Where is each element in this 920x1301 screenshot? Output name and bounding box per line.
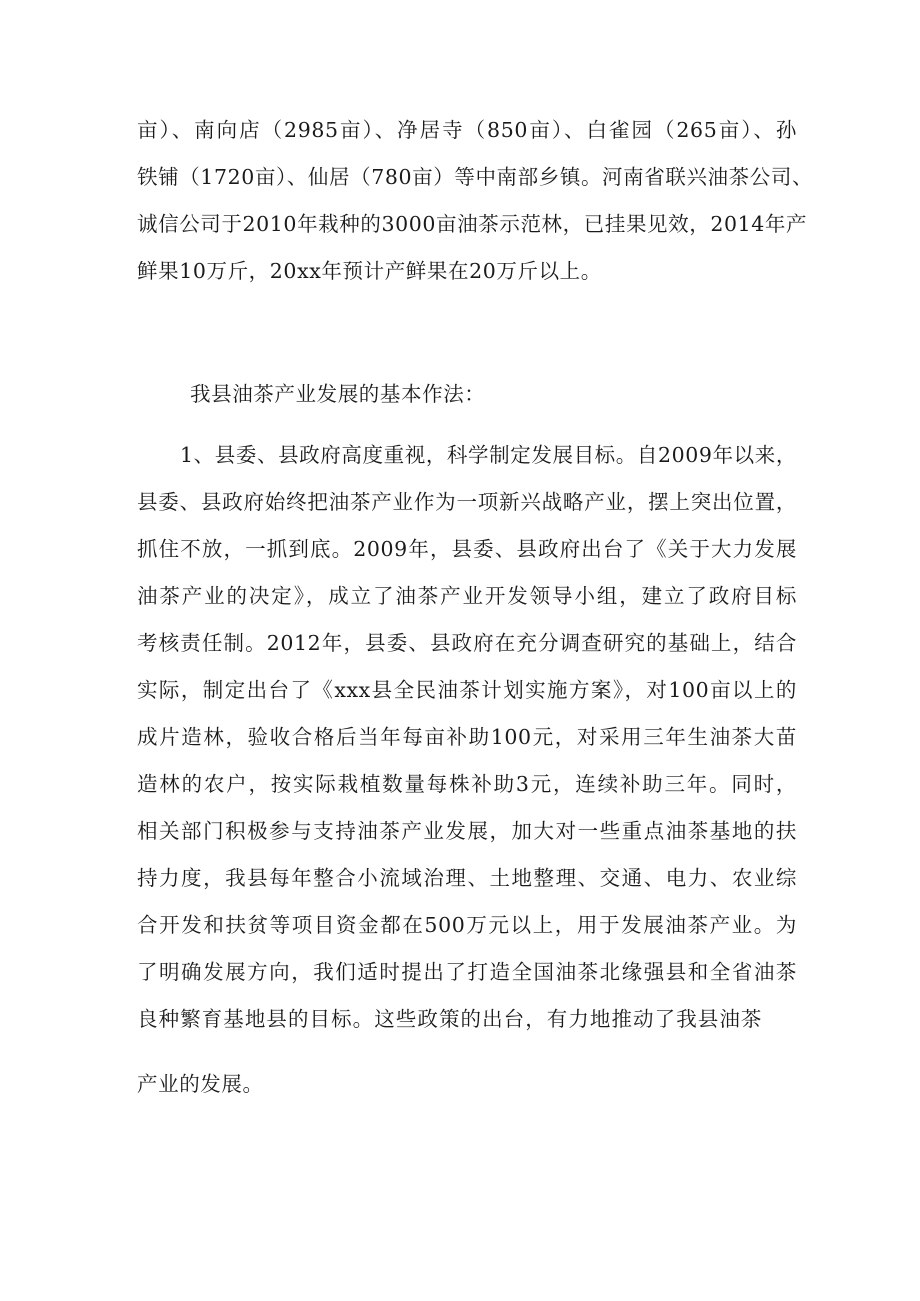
text-line: 鲜果10万斤，20xx年预计产鲜果在20万斤以上。 xyxy=(137,259,602,283)
text-line: 造林的农户，按实际栽植数量每株补助3元，连续补助三年。同时， xyxy=(137,772,797,796)
text-line: 油茶产业的决定》，成立了油茶产业开发领导小组，建立了政府目标 xyxy=(137,584,797,608)
text-line: 良种繁育基地县的目标。这些政策的出台，有力地推动了我县油茶 xyxy=(137,1007,762,1031)
text-line: 实际，制定出台了《xxx县全民油茶计划实施方案》，对100亩以上的 xyxy=(137,678,797,702)
text-line: 相关部门积极参与支持油茶产业发展，加大对一些重点油茶基地的扶 xyxy=(137,819,797,843)
text-line: 亩）、南向店（2985亩）、净居寺（850亩）、白雀园（265亩）、孙 xyxy=(137,118,797,142)
text-line: 成片造林，验收合格后当年每亩补助100元，对采用三年生油茶大苗 xyxy=(137,725,797,749)
text-line: 诚信公司于2010年栽种的3000亩油茶示范林，已挂果见效，2014年产 xyxy=(137,212,808,236)
text-line: 1、县委、县政府高度重视，科学制定发展目标。自2009年以来， xyxy=(180,443,797,467)
text-line: 产业的发展。 xyxy=(137,1072,264,1096)
text-line: 县委、县政府始终把油茶产业作为一项新兴战略产业，摆上突出位置， xyxy=(137,490,797,514)
text-line: 铁铺（1720亩）、仙居（780亩）等中南部乡镇。河南省联兴油茶公司、 xyxy=(137,165,814,189)
text-line: 考核责任制。2012年，县委、县政府在充分调查研究的基础上，结合 xyxy=(137,631,797,655)
heading-text: 我县油茶产业发展的基本作法： xyxy=(190,382,486,406)
text-line: 抓住不放，一抓到底。2009年，县委、县政府出台了《关于大力发展 xyxy=(137,537,797,561)
text-line: 了明确发展方向，我们适时提出了打造全国油茶北缘强县和全省油茶 xyxy=(137,960,797,984)
text-line: 持力度，我县每年整合小流域治理、土地整理、交通、电力、农业综 xyxy=(137,866,797,890)
text-line: 合开发和扶贫等项目资金都在500万元以上，用于发展油茶产业。为 xyxy=(137,913,797,937)
